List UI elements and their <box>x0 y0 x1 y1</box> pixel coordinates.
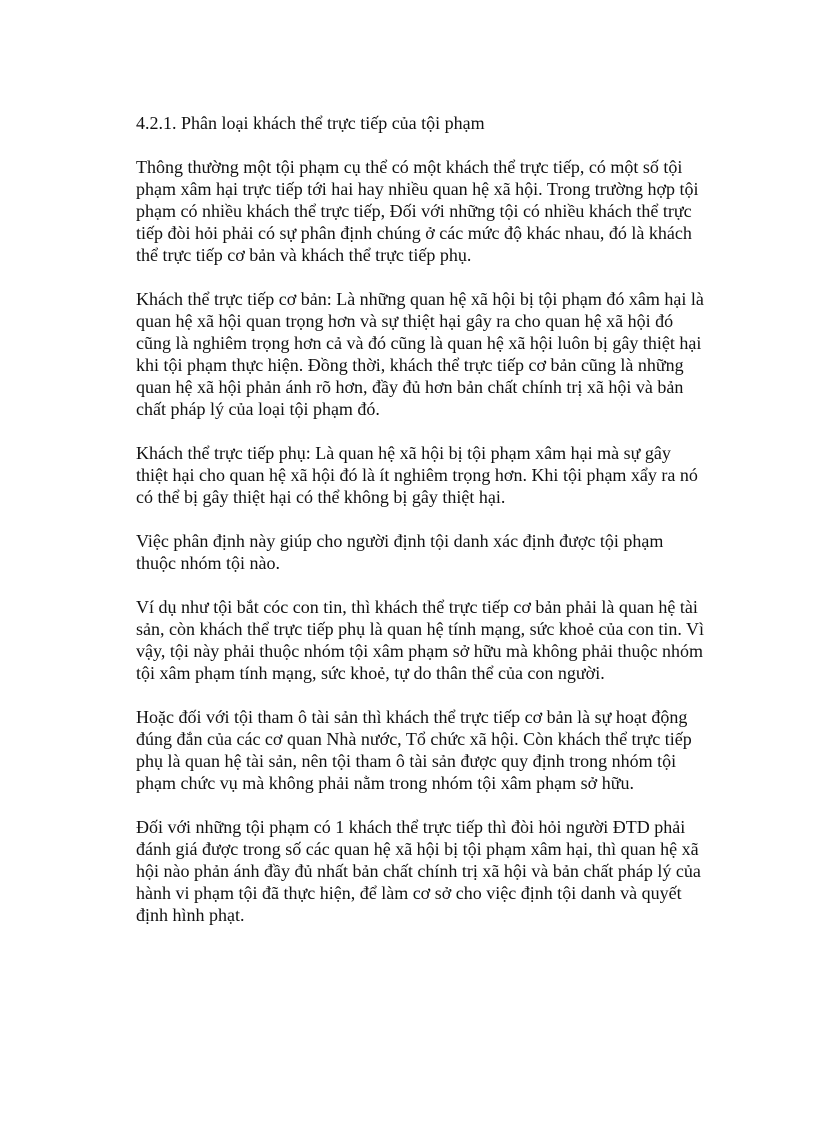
paragraph-secondary-object: Khách thể trực tiếp phụ: Là quan hệ xã hội bị tội phạm xâm hại mà sự gây thiệt hại cho quan hệ xã hội đó là ít nghiêm trọng hơn. Khi tội phạm xẩy ra nó có thể bị gây thiệt hại có thể không bị gây thiệt hại. <box>136 443 698 507</box>
paragraph-primary-object: Khách thể trực tiếp cơ bản: Là những quan hệ xã hội bị tội phạm đó xâm hại là quan hệ xã hội quan trọng hơn và sự thiệt hại gây ra cho quan hệ xã hội đó cũng là nghiêm trọng hơn cả và đó cũng là quan hệ xã hội luôn bị gây thiệt hại khi tội phạm thực hiện. Đồng thời, khách thể trực tiếp cơ bản cũng là những quan hệ xã hội phản ánh rõ hơn, đầy đủ hơn bản chất chính trị xã hội và bản chất pháp lý của loại tội phạm đó. <box>136 289 704 419</box>
paragraph-single-object: Đối với những tội phạm có 1 khách thể trực tiếp thì đòi hỏi người ĐTD phải đánh giá được trong số các quan hệ xã hội bị tội phạm xâm hại, thì quan hệ xã hội nào phản ánh đầy đủ nhất bản chất chính trị xã hội và bản chất pháp lý của hành vi phạm tội đã thực hiện, để làm cơ sở cho việc định tội danh và quyết định hình phạt. <box>136 817 701 925</box>
document-body <box>136 112 706 948</box>
paragraph-purpose: Việc phân định này giúp cho người định tội danh xác định được tội phạm thuộc nhóm tội nào. <box>136 531 664 573</box>
paragraph-intro: Thông thường một tội phạm cụ thể có một khách thể trực tiếp, có một số tội phạm xâm hại trực tiếp tới hai hay nhiều quan hệ xã hội. Trong trường hợp tội phạm có nhiều khách thể trực tiếp, Đối với những tội có nhiều khách thể trực tiếp đòi hỏi phải có sự phân định chúng ở các mức độ khác nhau, đó là khách thể trực tiếp cơ bản và khách thể trực tiếp phụ. <box>136 157 699 265</box>
section-heading: 4.2.1. Phân loại khách thể trực tiếp của tội phạm <box>136 113 485 133</box>
paragraph-example-hostage: Ví dụ như tội bắt cóc con tin, thì khách thể trực tiếp cơ bản phải là quan hệ tài sản, còn khách thể trực tiếp phụ là quan hệ tính mạng, sức khoẻ của con tin. Vì vậy, tội này phải thuộc nhóm tội xâm phạm sở hữu mà không phải thuộc nhóm tội xâm phạm tính mạng, sức khoẻ, tự do thân thể của con người. <box>136 597 705 683</box>
paragraph-example-embezzlement: Hoặc đối với tội tham ô tài sản thì khách thể trực tiếp cơ bản là sự hoạt động đúng đắn của các cơ quan Nhà nước, Tổ chức xã hội. Còn khách thể trực tiếp phụ là quan hệ tài sản, nên tội tham ô tài sản được quy định trong nhóm tội phạm chức vụ mà không phải nằm trong nhóm tội xâm phạm sở hữu. <box>136 707 692 793</box>
